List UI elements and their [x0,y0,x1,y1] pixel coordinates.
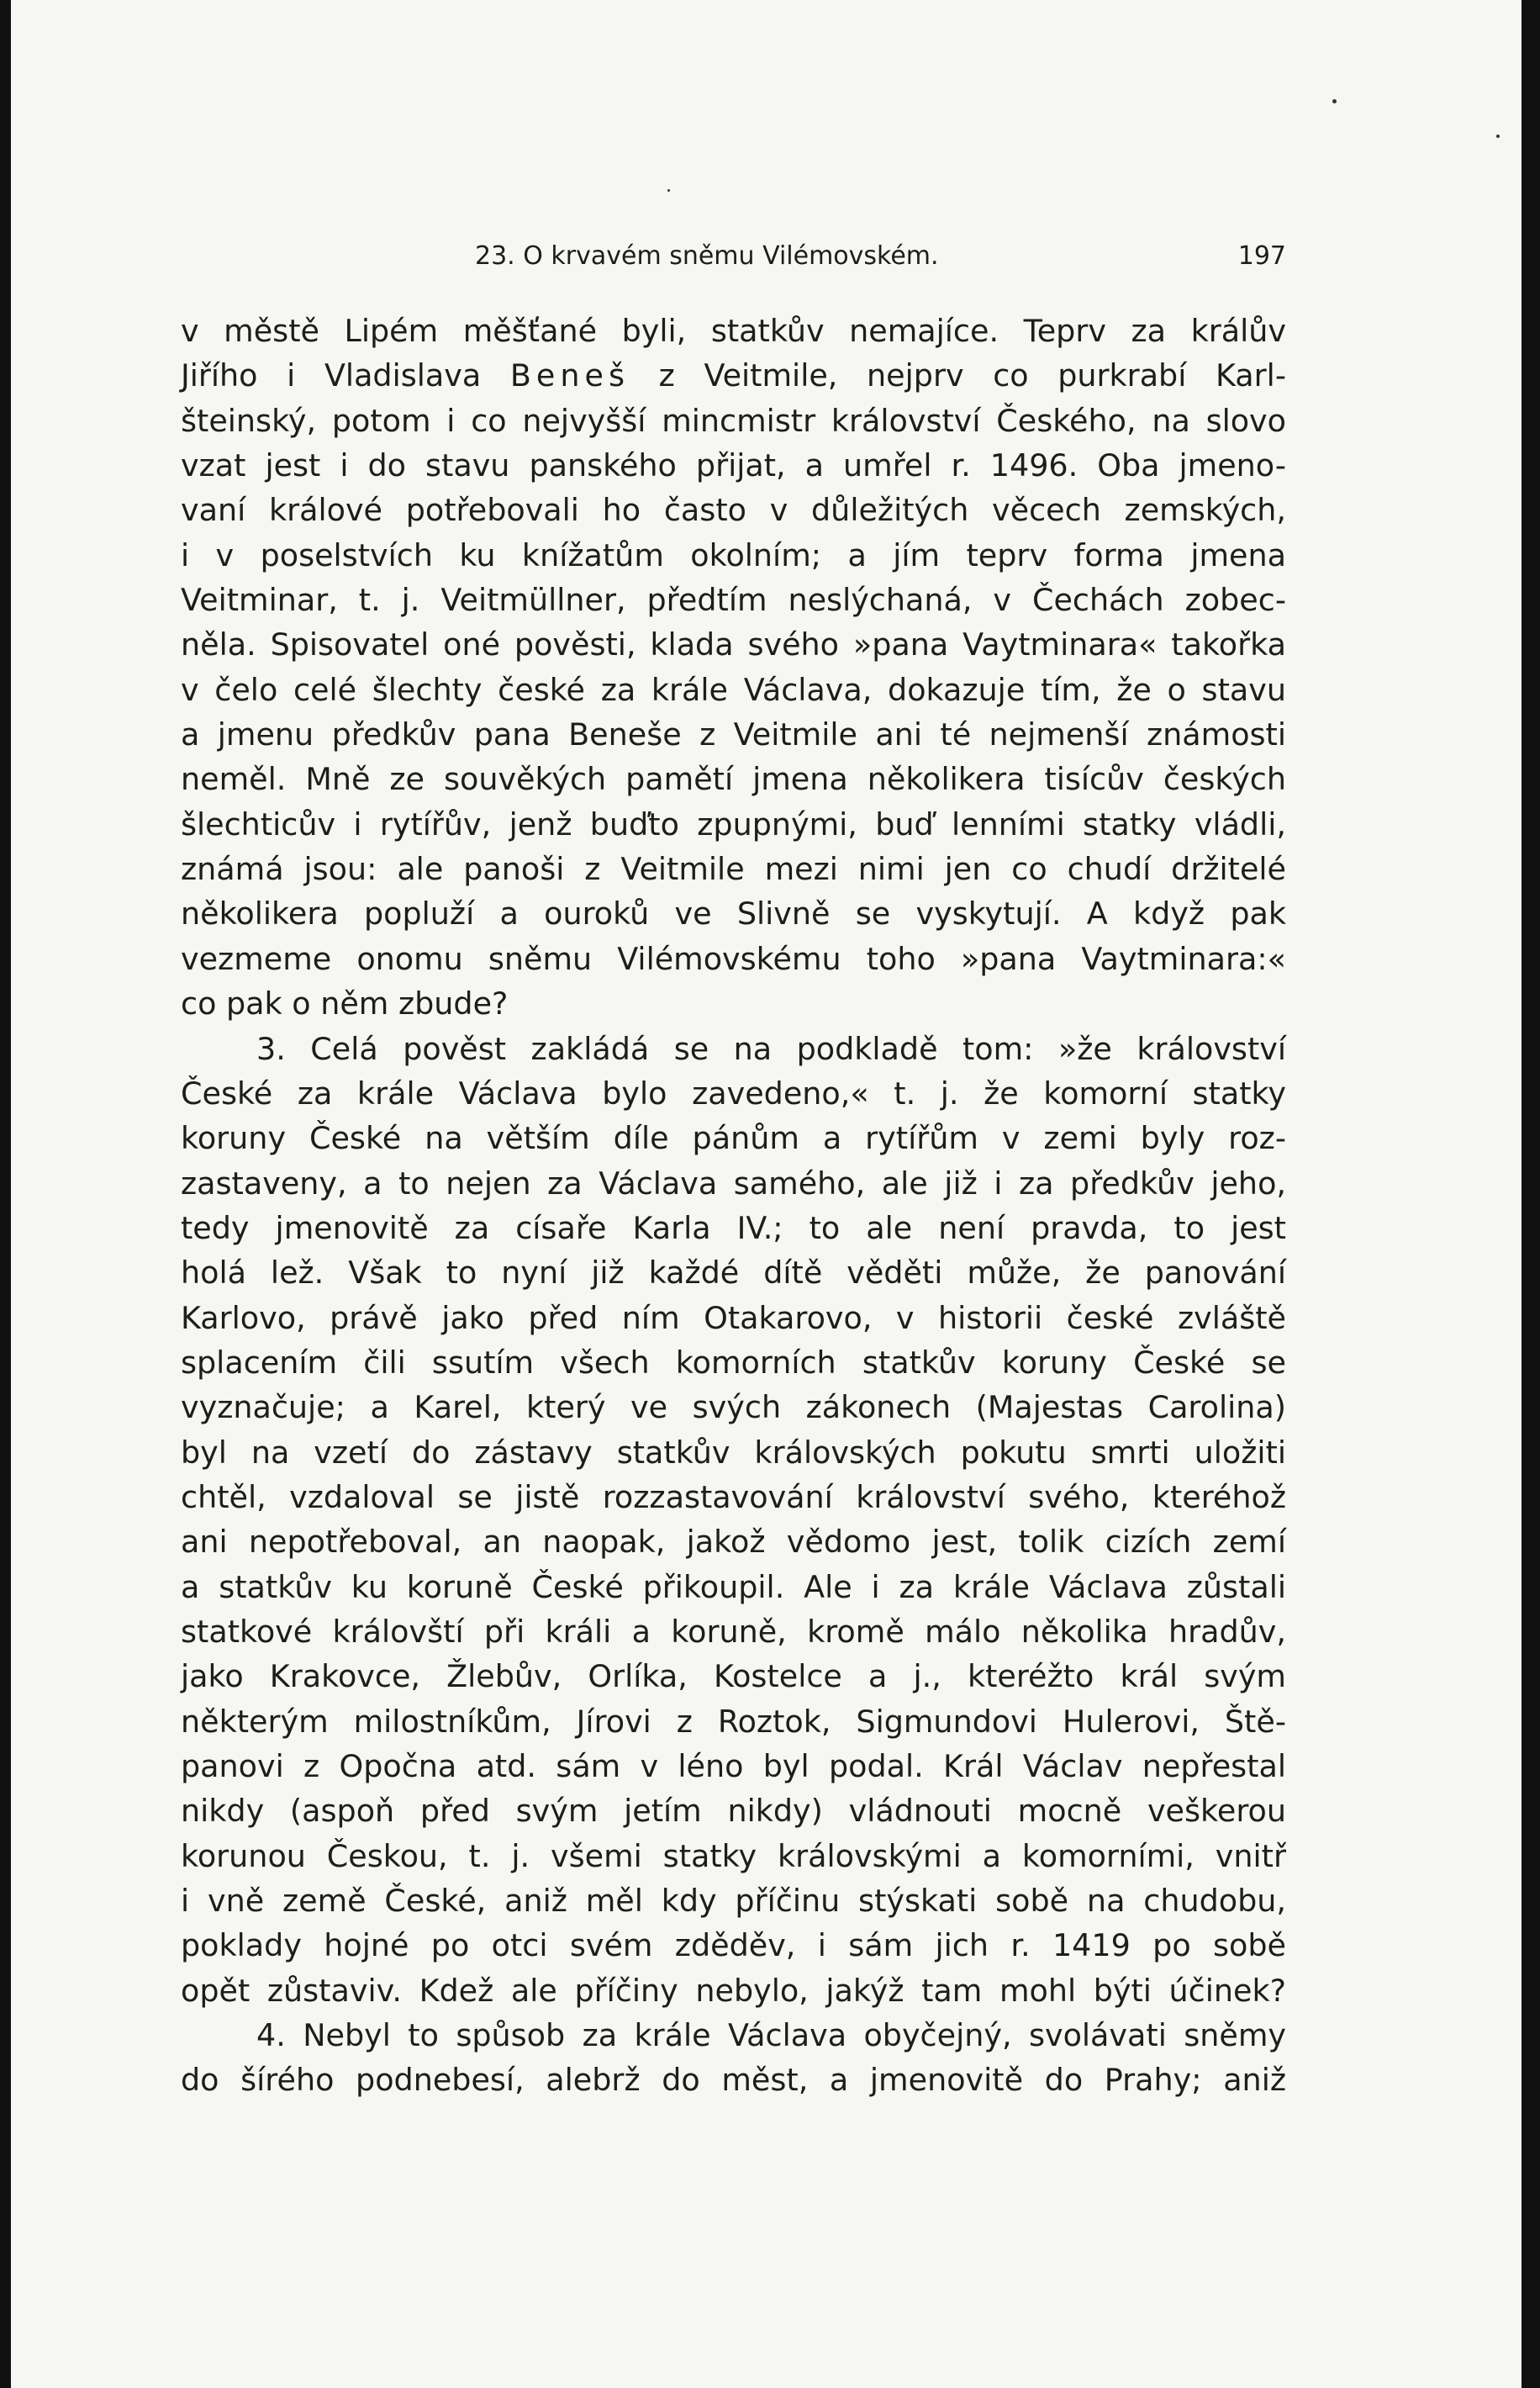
text-line: holá lež. Však to nyní již každé dítě věděti může, že panování [181,1255,1286,1292]
scan-speck [1496,135,1500,138]
text-line: splacením čili ssutím všech komorních statkův koruny České se [181,1344,1286,1381]
text-line: 4. Nebyl to spůsob za krále Václava obyčejný, svolávati sněmy [256,2017,1286,2054]
text-line: šlechticův i rytířův, jenž buďto zpupnými, buď lenními statky vládli, [181,806,1286,843]
text-line: ani nepotřeboval, an naopak, jakož vědomo jest, tolik cizích zemí [181,1524,1286,1561]
text-line: nikdy (aspoň před svým jetím nikdy) vládnouti mocně veškerou [181,1793,1286,1830]
text-line: koruny České na větším díle pánům a rytířům v zemi byly roz- [181,1120,1286,1157]
text-line: a statkův ku koruně České přikoupil. Ale i za krále Václava zůstali [181,1568,1286,1605]
text-line [181,353,1286,398]
text-line: statkové královští při králi a koruně, kromě málo několika hradův, [181,1613,1286,1650]
text-line: i v poselstvích ku knížatům okolním; a jím teprv forma jmena [181,536,1286,573]
text-line: i vně země České, aniž měl kdy příčinu stýskati sobě na chudobu, [181,1883,1286,1920]
text-line: vyznačuje; a Karel, který ve svých zákonech (Majestas Carolina) [181,1389,1286,1426]
body-text [181,309,1286,2103]
text-segment: z Veitmile, nejprv co purkrabí Karl- [630,357,1286,394]
text-line: známá jsou: ale panoši z Veitmile mezi nimi jen co chudí držitelé [181,851,1286,888]
text-line: byl na vzetí do zástavy statkův královských pokutu smrti uložiti [181,1434,1286,1471]
text-line: 3. Celá pověst zakládá se na podkladě tom: »že království [256,1030,1286,1067]
text-line: a jmenu předkův pana Beneše z Veitmile ani té nejmenší známosti [181,716,1286,753]
text-line: několikera popluží a ouroků ve Slivně se vyskytují. A když pak [181,896,1286,932]
page-header [181,233,1286,283]
scan-right-border [1522,0,1540,2388]
text-line: zastaveny, a to nejen za Václava samého, ale již i za předkův jeho, [181,1165,1286,1202]
text-line: v čelo celé šlechty české za krále Václava, dokazuje tím, že o stavu [181,671,1286,708]
text-line: co pak o něm zbude? [181,985,509,1022]
text-line: něla. Spisovatel oné pověsti, klada svého »pana Vaytminara« takořka [181,626,1286,663]
text-line: v městě Lipém měšťané byli, statkův nemajíce. Teprv za králův [181,313,1286,349]
text-segment: Jiřího i Vladislava [181,357,510,394]
text-line: vzat jest i do stavu panského přijat, a umřel r. 1496. Oba jmeno- [181,447,1286,484]
text-line: tedy jmenovitě za císaře Karla IV.; to ale není pravda, to jest [181,1209,1286,1246]
page-number: 197 [1237,241,1286,271]
text-line: panovi z Opočna atd. sám v léno byl podal. Král Václav nepřestal [181,1748,1286,1784]
text-line: chtěl, vzdaloval se jistě rozzastavování království svého, kteréhož [181,1478,1286,1515]
text-line: korunou Českou, t. j. všemi statky královskými a komorními, vnitř [181,1837,1286,1874]
text-line: neměl. Mně ze souvěkých pamětí jmena několikera tisícův českých [181,761,1286,798]
text-line: Karlovo, právě jako před ním Otakarovo, v historii české zvláště [181,1299,1286,1336]
text-line: opět zůstaviv. Kdež ale příčiny nebylo, jakýž tam mohl býti účinek? [181,1972,1286,2009]
text-line: poklady hojné po otci svém zděděv, i sám jich r. 1419 po sobě [181,1927,1286,1964]
text-line: České za krále Václava bylo zavedeno,« t. j. že komorní statky [181,1075,1286,1112]
running-title: 23. O krvavém sněmu Vilémovském. [475,241,939,271]
text-line: Veitminar, t. j. Veitmüllner, předtím neslýchaná, v Čechách zobec- [181,582,1286,619]
text-line: vezmeme onomu sněmu Vilémovskému toho »pana Vaytminara:« [181,940,1286,977]
text-line: jako Krakovce, Žlebův, Orlíka, Kostelce a j., kteréžto král svým [181,1658,1286,1695]
text-line: do šírého podnebesí, alebrž do měst, a jmenovitě do Prahy; aniž [181,2062,1286,2099]
text-line: šteinský, potom i co nejvyšší mincmistr království Českého, na slovo [181,402,1286,439]
text-line: vaní králové potřebovali ho často v důležitých věcech zemských, [181,492,1286,529]
scan-left-border [0,0,11,2388]
scan-speck [667,189,670,192]
scan-speck [1332,99,1337,103]
spaced-name: Beneš [509,357,630,394]
text-line: některým milostníkům, Jírovi z Roztok, Sigmundovi Hulerovi, Ště- [181,1703,1286,1740]
